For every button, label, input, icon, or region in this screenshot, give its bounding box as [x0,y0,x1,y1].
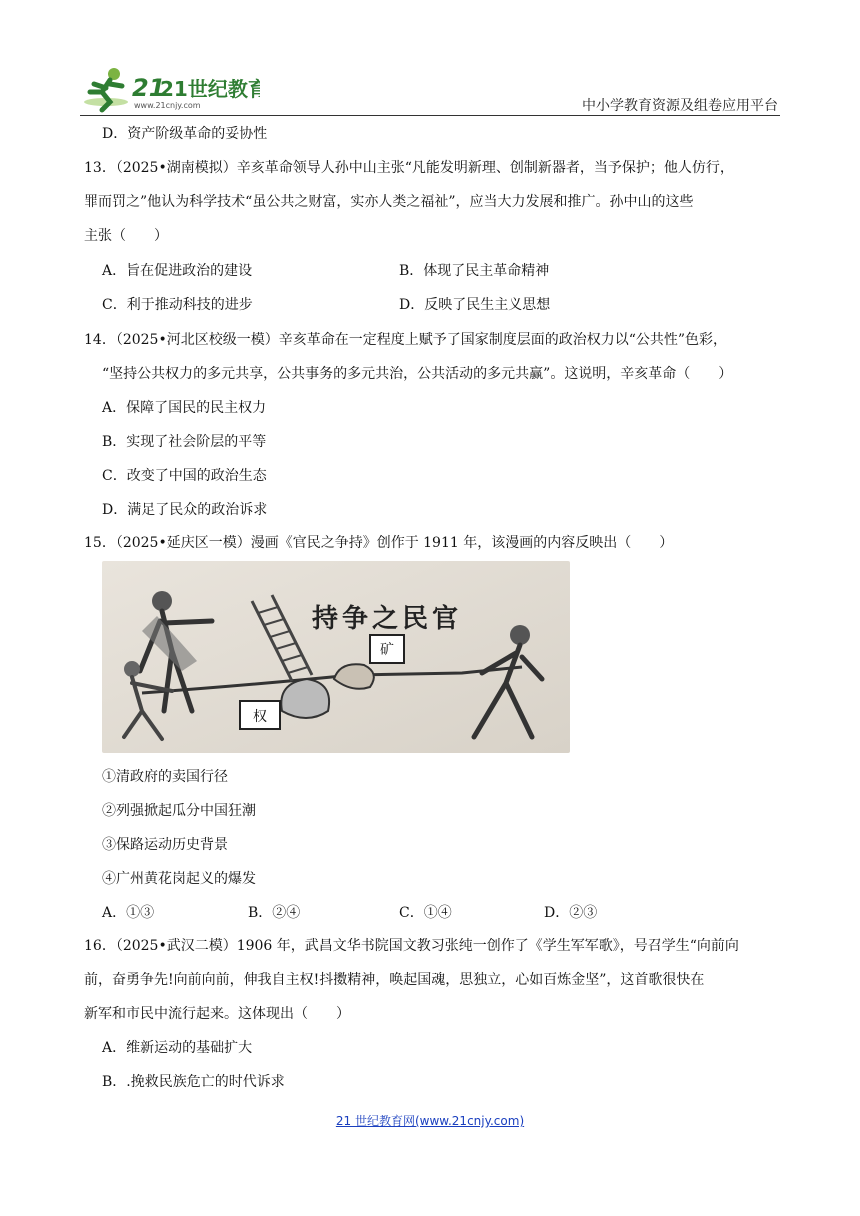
cartoon-label-power: 权 [253,709,267,725]
q14-stem-line1: 14．（2025•河北区校级一模）辛亥革命在一定程度上赋予了国家制度层面的政治权力以“公共性”色彩， [84,332,728,348]
q16-stem-line1: 16．（2025•武汉二模）1906 年，武昌文华书院国文教习张纯一创作了《学生军军歌》，号召学生“向前向 [84,938,739,954]
q16-option-a: A．维新运动的基础扩大 [102,1040,253,1056]
page-header [80,62,780,118]
q13-stem-line2: 罪而罚之”他认为科学技术“虽公共之财富，实亦人类之福祉”，应当大力发展和推广。孙中山的这些 [84,194,694,210]
q13-option-b: B．体现了民主革命精神 [399,263,550,279]
q15-option-d: D．②③ [544,905,598,921]
site-logo[interactable] [80,62,260,114]
page-footer [0,1112,860,1129]
logo-text: 21世纪教育 [160,77,260,101]
cartoon-title: 持争之民官 [312,604,463,634]
q14-stem-line2: “坚持公共权力的多元共享，公共事务的多元共治，公共活动的多元共赢”。这说明，辛亥革命（ ） [102,366,733,382]
q15-option-a: A．①③ [102,905,155,921]
svg-text:21: 21 [132,74,166,102]
q15-item-4: ④广州黄花岗起义的爆发 [102,871,256,887]
q15-stem: 15．（2025•延庆区一模）漫画《官民之争持》创作于 1911 年，该漫画的内容反映出（ ） [84,535,674,551]
q13-stem-line1: 13．（2025•湖南模拟）辛亥革命领导人孙中山主张“凡能发明新理、创制新器者，当予保护；他人仿行， [84,160,734,176]
q13-option-a: A．旨在促进政治的建设 [102,263,253,279]
q13-stem-line3: 主张（ ） [84,228,168,244]
q16-stem-line2: 前，奋勇争先!向前向前，伸我自主权!抖擞精神，唤起国魂，思独立，心如百炼金坚”，这首歌很快在 [84,972,705,988]
q14-option-b: B．实现了社会阶层的平等 [102,434,267,450]
q15-item-3: ③保路运动历史背景 [102,837,228,853]
q12-option-d: D．资产阶级革命的妥协性 [102,126,268,142]
q14-option-a: A．保障了国民的民主权力 [102,400,267,416]
q15-option-c: C．①④ [399,905,452,921]
q13-option-d: D．反映了民生主义思想 [399,297,551,313]
cartoon-label-mine: 矿 [380,642,394,658]
q13-option-c: C．利于推动科技的进步 [102,297,253,313]
q15-item-1: ①清政府的卖国行径 [102,769,228,785]
header-divider [80,115,780,116]
platform-name: 中小学教育资源及组卷应用平台 [582,98,778,114]
q14-option-c: C．改变了中国的政治生态 [102,468,267,484]
q14-option-d: D．满足了民众的政治诉求 [102,502,268,518]
q15-item-2: ②列强掀起瓜分中国狂潮 [102,803,256,819]
q15-option-b: B．②④ [248,905,301,921]
footer-link[interactable]: 21 世纪教育网(www.21cnjy.com) [335,1114,525,1128]
q16-stem-line3: 新军和市民中流行起来。这体现出（ ） [84,1006,350,1022]
q16-option-b: B．.挽救民族危亡的时代诉求 [102,1074,285,1090]
svg-text:www.21cnjy.com: www.21cnjy.com [134,101,201,110]
runner-logo-icon [80,62,260,114]
q15-cartoon-image [102,561,570,753]
